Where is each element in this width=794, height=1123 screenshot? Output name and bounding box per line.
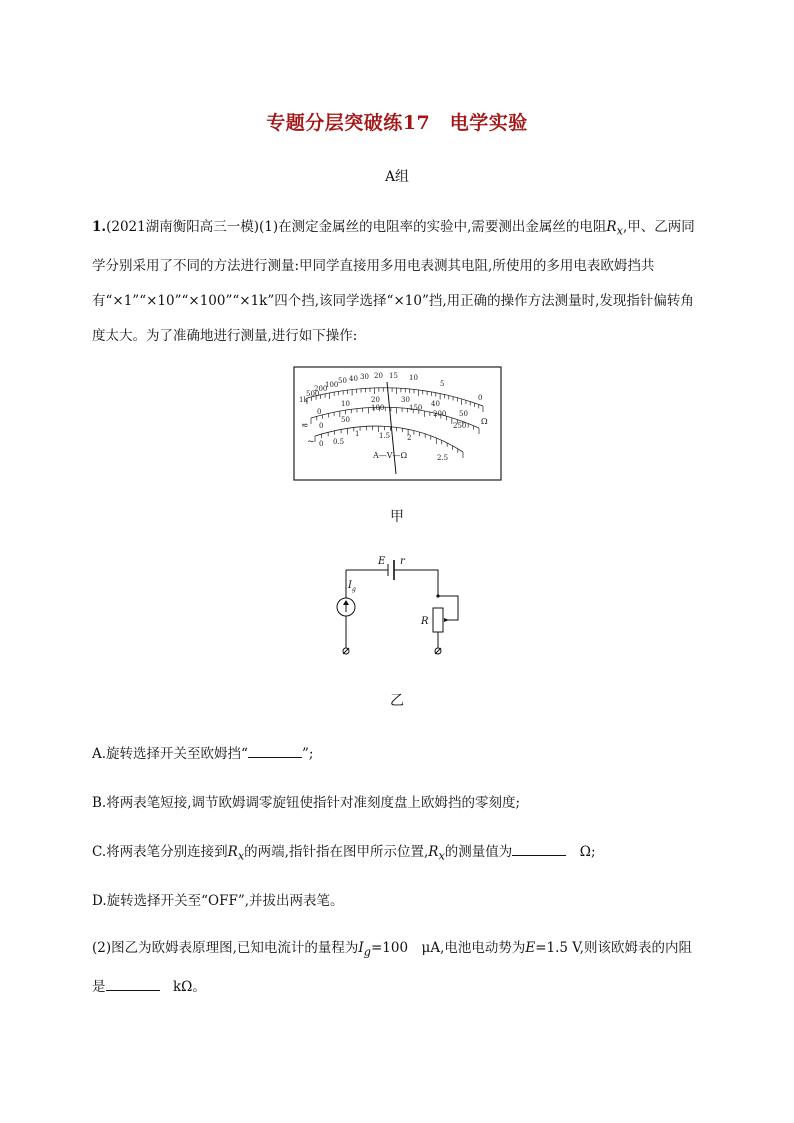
ohm-label: 0: [478, 394, 483, 402]
part2-text-c: =1.5 V,则该欧姆表的内阻是: [92, 940, 692, 995]
resistor-symbol: R: [606, 219, 617, 235]
step-a-end: ”;: [301, 746, 314, 762]
galvanometer-range-subscript: g: [363, 945, 371, 959]
ohm-label: 200: [314, 385, 328, 393]
question-1-stem: [92, 210, 704, 354]
resistor-subscript: x: [237, 849, 245, 863]
emf-label: E: [378, 556, 386, 567]
rheostat-label: R: [421, 616, 429, 627]
part2-unit: kΩ。: [173, 978, 206, 995]
mid-scale-label: 40: [431, 400, 440, 408]
mid-scale-label: 20: [371, 396, 380, 404]
ac-scale-label: 1.5: [379, 432, 391, 440]
galvanometer-label: I: [348, 580, 352, 591]
multimeter-dial-figure: [293, 366, 503, 486]
mid-scale-label: 30: [401, 396, 410, 404]
ohm-label: 40: [349, 375, 358, 383]
multimeter-dial-svg: [293, 366, 503, 482]
ac-scale-label: 0.5: [333, 438, 345, 446]
step-c-text-a: C.将两表笔分别连接到: [92, 844, 228, 860]
answer-blank-internal-resistance[interactable]: [106, 978, 160, 991]
step-c-text-b: 的两端,指针指在图甲所示位置,: [244, 844, 429, 860]
figure-yi-caption: 乙: [390, 693, 404, 709]
step-c-unit: Ω;: [579, 844, 596, 860]
answer-blank-c[interactable]: [512, 843, 566, 856]
dc-scale-label: 200: [433, 410, 447, 418]
dc-scale-label: 100: [371, 404, 385, 412]
ohm-label: 10: [409, 374, 418, 382]
mid-scale-label: 0: [317, 408, 322, 416]
question-part1-text-b: ,甲、乙两同学分别采用了不同的方法进行测量:甲同学直接用多用电表测其电阻,所使用的多用电表欧姆挡共有“×1”“×10”“×100”“×1k”四个挡,该同学选择“×10”挡,用正确的操作方法测量时,发现指针偏转角度太大。为了准确地进行测量,进行如下操作:: [92, 219, 695, 344]
question-1-part2: [92, 931, 704, 1005]
dc-scale-label: 0: [319, 422, 324, 430]
dc-scale-label: 250: [453, 422, 467, 430]
step-a: [92, 742, 712, 762]
resistor-symbol: R: [227, 844, 238, 860]
question-number: 1.: [92, 219, 107, 235]
resistor-symbol: R: [428, 844, 439, 860]
ohmmeter-circuit-figure: [318, 550, 478, 666]
ohmmeter-circuit-svg: [318, 550, 478, 662]
ac-scale-label: 2.5: [437, 454, 449, 462]
galvanometer-subscript: g: [352, 586, 356, 593]
ohm-label: 20: [374, 372, 383, 380]
ohm-label: 5: [440, 380, 445, 388]
ohm-scale-symbol: Ω: [481, 417, 488, 426]
mid-scale-label: 50: [459, 410, 468, 418]
meter-pointer: [387, 382, 396, 474]
part2-text-b: =100 μA,电池电动势为: [370, 940, 526, 956]
ohm-label: 1k: [299, 396, 308, 404]
ohm-label: 30: [360, 373, 369, 381]
dc-scale-label: 50: [341, 416, 350, 424]
ac-scale-label: 1: [355, 430, 360, 438]
galvanometer-range-symbol: I: [358, 940, 364, 956]
internal-resistance-label: r: [400, 556, 405, 567]
emf-symbol: E: [525, 940, 536, 956]
part2-text-a: (2)图乙为欧姆表原理图,已知电流计的量程为: [92, 940, 359, 956]
answer-blank-a[interactable]: [248, 745, 302, 758]
step-a-text: A.旋转选择开关至欧姆挡“: [92, 746, 248, 762]
dc-scale-symbol: ≂: [301, 421, 309, 431]
figure-jia-caption: 甲: [390, 509, 404, 525]
ohm-label: 15: [389, 372, 398, 380]
ac-scale-label: 2: [407, 434, 412, 442]
resistor-subscript: x: [438, 849, 445, 863]
step-c: [92, 840, 712, 863]
ohm-label: 100: [325, 381, 339, 389]
question-source: (2021湖南衡阳高三一模): [106, 219, 259, 235]
step-b: B.将两表笔短接,调节欧姆调零旋钮使指针对准刻度盘上欧姆挡的零刻度;: [92, 795, 521, 811]
resistor-subscript: x: [616, 224, 623, 238]
page-title: 专题分层突破练17 电学实验: [266, 112, 528, 134]
ohm-label: 50: [338, 377, 347, 385]
dc-scale-label: 150: [409, 404, 423, 412]
ac-scale-label: 0: [319, 440, 324, 448]
group-heading: A组: [384, 169, 410, 185]
ohm-label: 500: [306, 390, 320, 398]
step-d: D.旋转选择开关至“OFF”,并拔出两表笔。: [92, 893, 344, 909]
mid-scale-label: 10: [341, 400, 350, 408]
step-c-text-c: 的测量值为: [444, 844, 513, 860]
question-part1-text-a: (1)在测定金属丝的电阻率的实验中,需要测出金属丝的电阻: [258, 219, 607, 235]
ac-scale-symbol: ~: [307, 437, 315, 447]
dial-bottom-label: A—V—Ω: [373, 451, 408, 460]
